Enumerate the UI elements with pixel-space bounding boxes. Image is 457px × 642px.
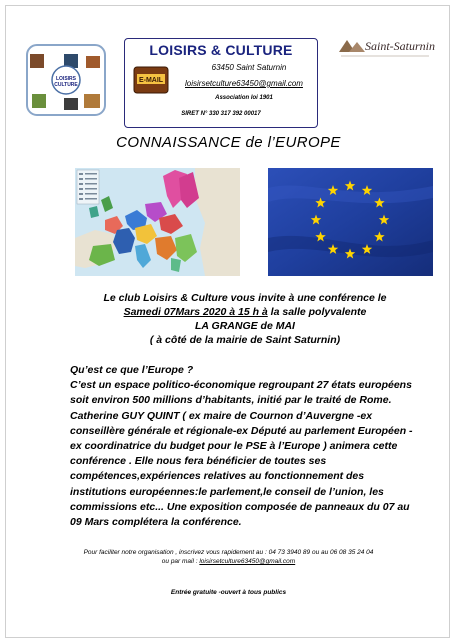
- page-title: CONNAISSANCE de l’EUROPE: [116, 134, 341, 151]
- question-heading: Qu’est ce que l’Europe ?: [70, 364, 194, 376]
- eu-flag-image: [268, 168, 433, 276]
- free-entry-note: Entrée gratuite -ouvert à tous publics: [170, 589, 287, 596]
- description-block: [70, 363, 420, 530]
- invitation-block: [70, 291, 420, 347]
- header-association: Association loi 1901: [215, 95, 273, 101]
- footer-email-link[interactable]: loisirsetculture63450@gmail.com: [199, 558, 296, 565]
- invite-place: LA GRANGE de MAI: [195, 320, 295, 332]
- invite-date-rest: la salle polyvalente: [267, 306, 367, 318]
- description-text: C’est un espace politico-économique regroupant 27 états européens soit environ 500 millions d’habitants, initié par le traité de Rome. Catherine GUY QUINT ( ex maire de Cournon d’Auvergne -ex conseillère générale et régionale-ex Député au parlement Européen -ex coordinatrice du budget pour le PSE à l’Europe ) animera cette conférence . Elle nous fera bénéficier de toutes ses compétences,expériences relatives au fonctionnement des institutions européennes:le parlement,le conseil de l’union, les commissions etc... Une exposition composée de panneaux du 07 au 09 Mars complétera la conférence.: [70, 379, 413, 529]
- footer-line1: Pour faciliter notre organisation , inscrivez vous rapidement au : 04 73 3940 89 ou au 06 08 35 24 04: [83, 549, 374, 556]
- svg-text:CULTURE: CULTURE: [54, 82, 78, 88]
- footer-mail-prefix: ou par mail :: [161, 558, 200, 565]
- club-logo: [26, 44, 106, 116]
- invite-date: Samedi 07Mars 2020 à 15 h à: [123, 306, 268, 318]
- saint-saturnin-logo: [335, 30, 435, 66]
- footer-line2: [0, 557, 457, 566]
- email-icon-label: E-MAIL: [138, 77, 164, 84]
- header-title: LOISIRS & CULTURE: [149, 42, 293, 58]
- header-email[interactable]: loisirsetculture63450@gmail.com: [185, 79, 303, 88]
- right-logo-text: Saint-Saturnin: [365, 39, 435, 53]
- invite-line1: Le club Loisirs & Culture vous invite à une conférence le: [103, 292, 387, 304]
- footer-contact: [0, 548, 457, 566]
- europe-map-image: [75, 168, 240, 276]
- email-icon: [133, 65, 169, 95]
- header-siret: SIRET N° 330 317 392 00017: [181, 111, 261, 117]
- invite-date-line: [70, 305, 420, 319]
- header-box: [124, 38, 318, 128]
- svg-text:LOISIRS: LOISIRS: [55, 76, 77, 82]
- header-city: 63450 Saint Saturnin: [211, 63, 287, 72]
- invite-place-note: ( à côté de la mairie de Saint Saturnin): [149, 334, 341, 346]
